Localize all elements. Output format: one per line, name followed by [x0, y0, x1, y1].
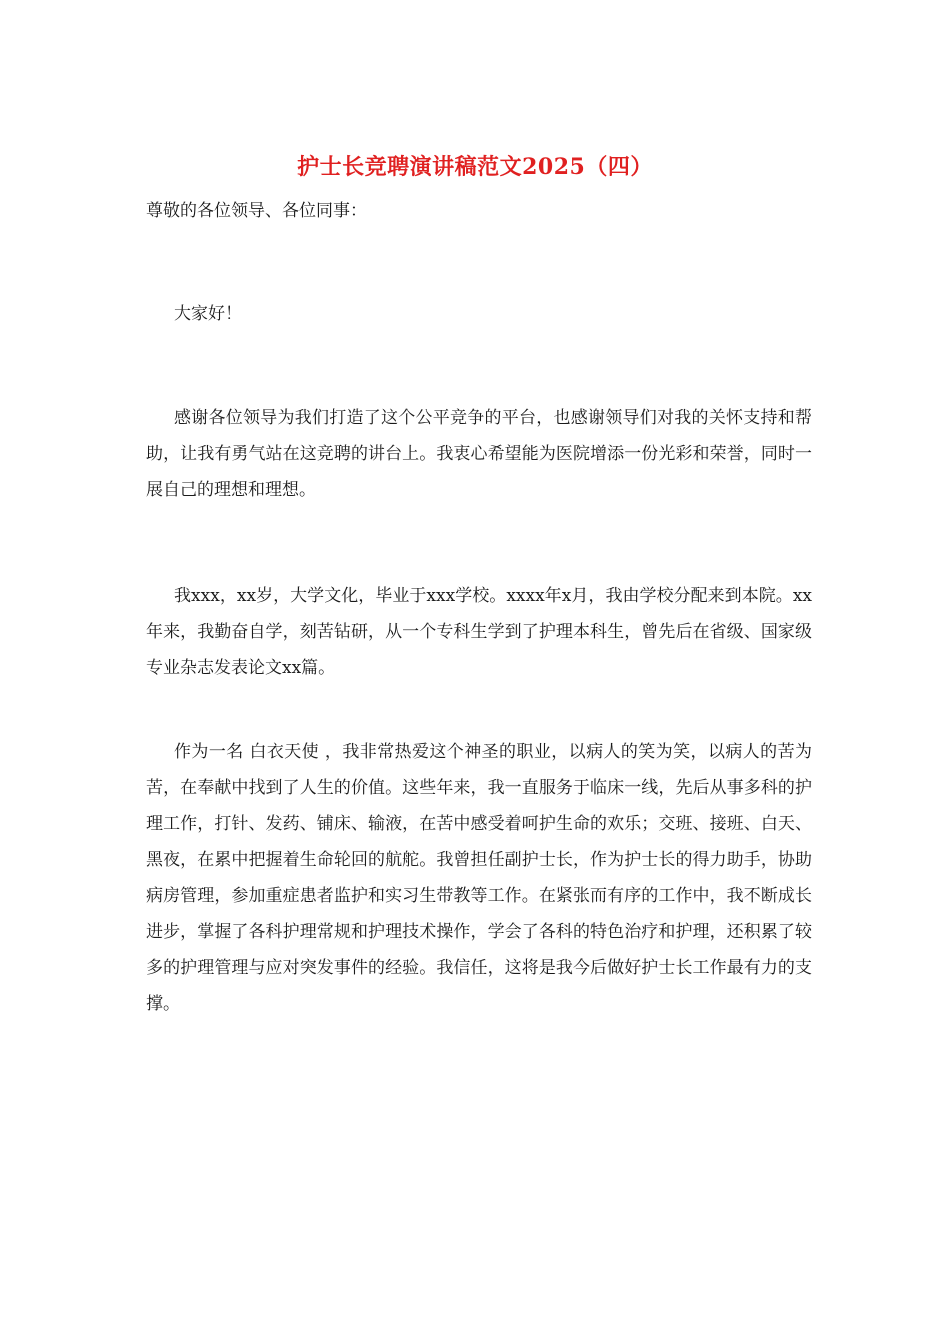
- paragraph-experience: 作为一名 白衣天使 ，我非常热爱这个神圣的职业，以病人的笑为笑，以病人的苦为苦，在奉献中找到了人生的价值。这些年来，我一直服务于临床一线，先后从事多科的护理工作，打针、发药、铺床、输液，在苦中感受着呵护生命的欢乐；交班、接班、白天、黑夜，在累中把握着生命轮回的航舵。我曾担任副护士长，作为护士长的得力助手，协助病房管理，参加重症患者监护和实习生带教等工作。在紧张而有序的工作中，我不断成长进步，掌握了各科护理常规和护理技术操作，学会了各科的特色治疗和护理，还积累了较多的护理管理与应对突发事件的经验。我信任，这将是我今后做好护士长工作最有力的支撑。: [146, 742, 812, 1014]
- document-title: 护士长竞聘演讲稿范文2025（四）: [297, 154, 653, 180]
- greeting-paragraph: 大家好！: [174, 304, 242, 324]
- paragraph-background: 我xxx，xx岁，大学文化，毕业于xxx学校。xxxx年x月，我由学校分配来到本院。xx年来，我勤奋自学，刻苦钻研，从一个专科生学到了护理本科生，曾先后在省级、国家级专业杂志发表论文xx篇。: [146, 586, 812, 678]
- salutation: 尊敬的各位领导、各位同事：: [146, 201, 367, 221]
- paragraph-thanks: 感谢各位领导为我们打造了这个公平竞争的平台，也感谢领导们对我的关怀支持和帮助，让我有勇气站在这竞聘的讲台上。我衷心希望能为医院增添一份光彩和荣誉，同时一展自己的理想和理想。: [146, 408, 812, 500]
